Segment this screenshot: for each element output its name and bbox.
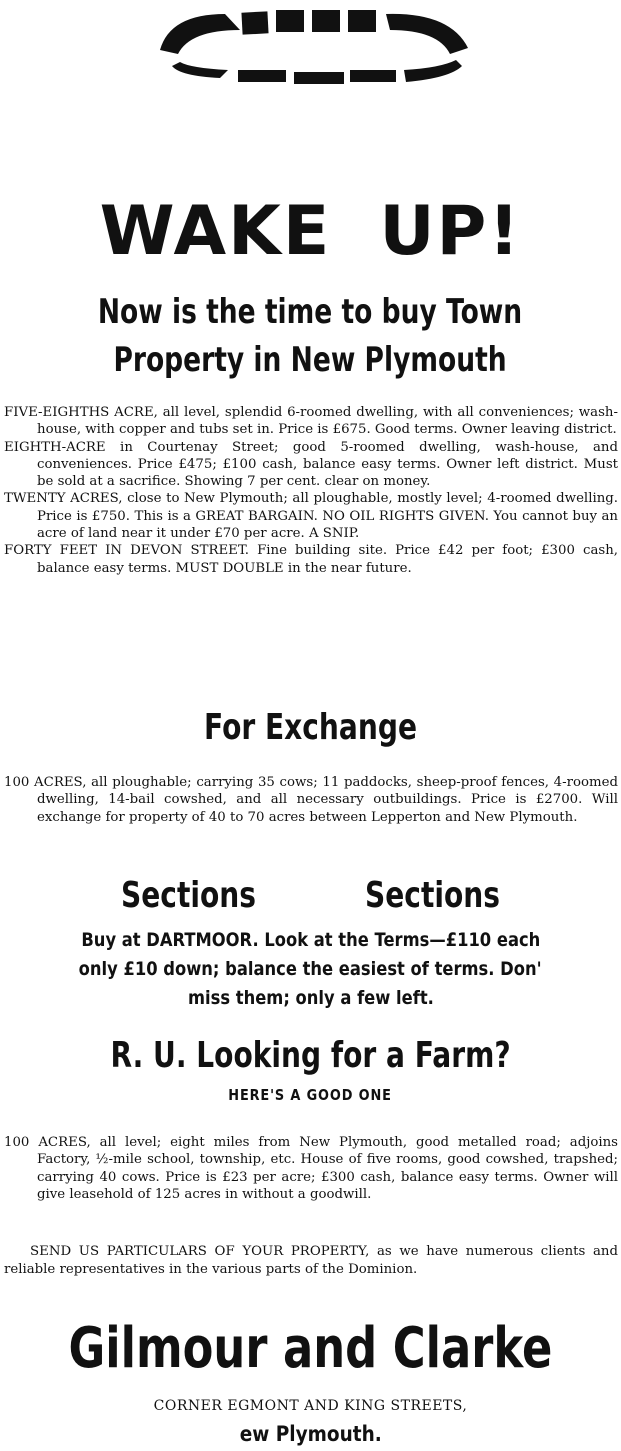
exchange-heading (0, 706, 621, 750)
dartmoor-line-3: miss them; only a few left. (187, 987, 434, 1009)
farm-subheading-text: HERE'S A GOOD ONE (228, 1086, 393, 1104)
arch-ornament-icon (150, 6, 480, 86)
company-town (0, 1420, 621, 1448)
subheadline-line-2: Property in New Plymouth (113, 340, 508, 380)
headline (0, 192, 621, 272)
send-particulars (4, 1243, 618, 1279)
farm-listing (4, 1134, 618, 1203)
dartmoor-offer (0, 926, 621, 1013)
sections-heading-left: Sections (121, 875, 257, 916)
company-name (0, 1314, 621, 1384)
exchange-listing (4, 774, 618, 826)
farm-subheading (0, 1084, 621, 1106)
listing-item: TWENTY ACRES, close to New Plymouth; all ploughable, mostly level; 4-roomed dwelling. Price is £750. This is a GREAT BARGAIN. NO OIL RIGHTS GIVEN. You cannot buy an acre of land near it under £70 per acre. A SNIP. (4, 491, 618, 542)
farm-text: 100 ACRES, all level; eight miles from New Plymouth, good metalled road; adjoins Factory, ½-mile school, township, etc. House of five rooms, good cowshed, trapshed; carrying 40 cows. Price is £23 per acre; £300 cash, balance easy terms. Owner will give leasehold of 125 acres in without a goodwill. (4, 1135, 618, 1202)
subheadline (0, 288, 621, 384)
sections-heading (0, 874, 621, 918)
company-name-text: Gilmour and Clarke (68, 1316, 553, 1381)
subheadline-line-1: Now is the time to buy Town (98, 292, 523, 332)
headline-word-wake: WAKE (99, 192, 332, 271)
sections-heading-right: Sections (364, 875, 500, 916)
farm-heading-text: R. U. Looking for a Farm? (110, 1035, 511, 1076)
listing-item: FIVE-EIGHTHS ACRE, all level, splendid 6-roomed dwelling, with all conveniences; wash-house, with copper and tubs set in. Price is £675. Good terms. Owner leaving district. (4, 405, 618, 438)
listing-item: FORTY FEET IN DEVON STREET. Fine building site. Price £42 per foot; £300 cash, balance easy terms. MUST DOUBLE in the near future. (4, 543, 618, 576)
company-town-text: ew Plymouth. (239, 1422, 382, 1446)
send-particulars-text: SEND US PARTICULARS OF YOUR PROPERTY, as we have numerous clients and reliable representatives in the various parts of the Dominion. (4, 1244, 618, 1277)
dartmoor-line-1: Buy at DARTMOOR. Look at the Terms—£110 each (81, 929, 540, 951)
listing-item: EIGHTH-ACRE in Courtenay Street; good 5-roomed dwelling, wash-house, and conveniences. Price £475; £100 cash, balance easy terms. Owner left district. Must be sold at a sacrifice. Showing 7 per cent. clear on money. (4, 439, 618, 490)
exchange-heading-text: For Exchange (204, 707, 417, 748)
dartmoor-line-2: only £10 down; balance the easiest of terms. Don' (79, 958, 542, 980)
town-listings (4, 404, 618, 577)
company-address: CORNER EGMONT AND KING STREETS, (153, 1398, 468, 1414)
headline-word-up: UP! (379, 192, 522, 271)
farm-heading (0, 1034, 621, 1078)
exchange-text: 100 ACRES, all ploughable; carrying 35 cows; 11 paddocks, sheep-proof fences, 4-roomed dwelling, 14-bail cowshed, and all necessary outbuildings. Price is £2700. Will exchange for property of 40 to 70 acres between Lepperton and New Plymouth. (4, 775, 618, 825)
